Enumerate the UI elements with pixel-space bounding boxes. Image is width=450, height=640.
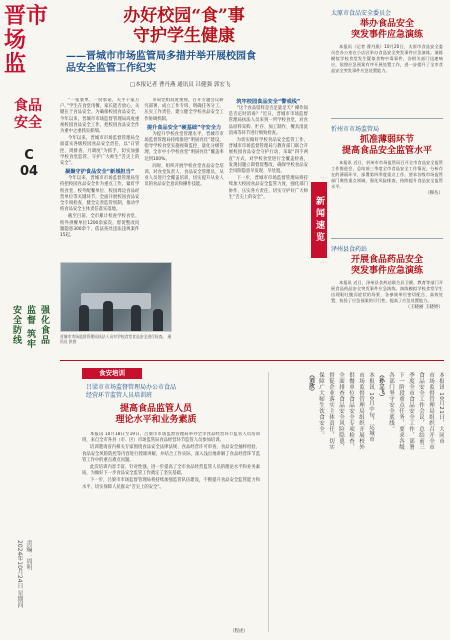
- paragraph: 同时，组织开展学校食堂食品安全培训，对食堂负责人、食品安全管理员、从业人员进行全覆盖培训，切实提升从业人员的食品安全意识和操作技能。: [144, 163, 224, 188]
- left-rail: [0, 0, 58, 640]
- photo-person-shape: [79, 305, 89, 331]
- brief-title: [331, 255, 443, 277]
- paragraph: 为切实做好学校食品安全监管工作，晋城市市场监督管理局与教育部门联合开展校园食品安全守护行动，采取“四不两直”方式，对学校食堂进行全覆盖检查，发现问题立即督促整改，确保学校食品安全风险隐患早发现、早处置。: [228, 138, 308, 175]
- note-author: （刘欣）: [308, 372, 314, 394]
- lead-subhead: [66, 51, 308, 75]
- section-subhead: 筑牢校园食品安全“警戒线”: [236, 99, 301, 105]
- masthead-line: 监: [4, 51, 27, 77]
- paragraph: “这个食品留样是否足量足天？操作间是否定时消毒？”近日，晋城市市场监督管理局执法人员来到一所学校食堂，对食品原料采购、贮存、加工制作、餐具清洗消毒等环节进行细致检查。: [228, 106, 308, 136]
- paragraph: 下一步，晋城市市场监督管理局将持续加大校园食品安全监管力度，强化部门协作，压实各方责任，切实守护好广大师生“舌尖上的安全”。: [228, 176, 308, 200]
- article-column: [229, 98, 308, 323]
- paragraph: 市局党组高度重视，召开专题会议研究部署，成立工作专班，明确任务分工，压实工作责任，建立健全学校食品安全工作协调机制。: [144, 98, 224, 122]
- photo-caption: 晋城市市场监督管理局执法人员对学校食堂食品安全进行检查。 通讯员 供图: [60, 334, 172, 344]
- note-line: 本报讯 10月21日，大同市: [438, 372, 444, 445]
- paragraph: 为提升学校食堂管理水平，晋城市市场监督管理局持续推进“明厨亮灶”建设，指导学校食堂实施视频监控、量化分级管理，全市中小学校食堂“明厨亮灶”覆盖率达到100%。: [144, 131, 224, 162]
- slogan-line: 监督 筑牢: [25, 305, 35, 350]
- training-source-line: 吕梁市市场监督管理局办公市食品: [86, 384, 177, 391]
- lead-headline: [60, 6, 308, 46]
- paragraph: 培训邀请省内相关专家围绕食品安全法律法规、食品经营许可审查、食品安全抽样检验、食品安全风险防控等内容进行授课讲解，并结合工作实际，深入浅出地讲解了食品经营环节监管工作中的重点难点问题。: [82, 445, 260, 463]
- brief-title-line: 突发事件应急演练: [350, 266, 423, 276]
- column-divider: [331, 118, 443, 119]
- byline: □本报记者 曹丹燕 通讯员 吕健强 郭宏飞: [130, 82, 231, 88]
- brief-author: （王晓丽 王晓婷）: [405, 305, 443, 310]
- brief-title-line: 提高食品安全监管水平: [341, 146, 432, 156]
- brief-source: 忻州市市场监管局: [331, 126, 380, 133]
- paragraph: 下一步，吕梁市市场监督管理局将持续加强监管队伍建设，不断提升食品安全监管能力和水平，切实保障人民群众“舌尖上的安全”。: [82, 478, 260, 490]
- page-code: [8, 148, 50, 180]
- brief-title-line: 抓准薄弱环节: [359, 135, 414, 145]
- section-name: [6, 98, 50, 132]
- brief-source: 太原市食品安全委员会: [331, 10, 392, 17]
- training-tag: 食安培训: [82, 368, 142, 379]
- vertical-notes: [272, 372, 444, 634]
- headline-line: 守护学生健康: [133, 26, 235, 46]
- note-line: 各部门坚守安全底线。: [388, 372, 394, 432]
- section-subhead: 提升食品安全“硬基础”守安全力: [146, 124, 222, 131]
- paragraph: “一张菜单、一份承诺，关乎千家万户。”学生在食堂用餐，家长能否放心，关键在于食品安全。为确保校园食品安全，今年以来，晋城市市场监督管理局高度重视校园食品安全工作，把校园食品安全作为重中之重抓实抓细。: [60, 98, 140, 135]
- inspection-photo: [60, 262, 172, 332]
- slogan-block: [10, 305, 50, 405]
- training-source-line: 经营环节监管人员培训班: [86, 392, 153, 399]
- photo-person-shape: [103, 301, 113, 331]
- training-author: （程虎）: [230, 629, 248, 634]
- brief-body: 本报讯 近日，泽州县食药站联合县卫健、教育等部门开展食品药品安全突发事件应急演练。演练模拟学校食堂学生出现呕吐腹泻症状的场景，各参演单位密切配合，高效处置，检验了应急预案的可行性，提高了应急处置能力。: [331, 280, 443, 303]
- photo-person-shape: [153, 309, 163, 331]
- brief-title: [331, 135, 443, 157]
- editor-line: 责编：周明: [25, 540, 32, 570]
- headline-line: 办好校园“食”事: [123, 6, 245, 26]
- note-author: （孙立飞）: [378, 372, 384, 400]
- brief-author: （穆丛）: [425, 191, 443, 196]
- section-rule: [60, 360, 444, 361]
- issue-date-line: 2024年10月24日 星期四: [16, 540, 23, 609]
- note-line: 保障广大师生饮食安全。: [318, 372, 324, 438]
- note-line: 全面排查食品安全风险隐患，: [338, 372, 344, 450]
- lead-article-header: [60, 6, 308, 88]
- section-name-line: 食品: [14, 98, 42, 114]
- brief-title-line: 突发事件应急演练: [350, 30, 423, 40]
- training-title-line: 提高食品监管人员: [119, 404, 192, 414]
- note-line: 市场监督管理局组织开展校外: [358, 372, 364, 450]
- note-line: 本报讯 10月中旬，运城市: [368, 372, 374, 443]
- slogan-line: 安全防线: [11, 305, 21, 345]
- paragraph: 此次培训内容丰富、针对性强，进一步提高了全市食品经营监管人员的理论水平和业务素质，为做好下一步食品安全监管工作奠定了坚实基础。: [82, 465, 260, 477]
- issue-date: [16, 540, 40, 635]
- brief-item: [331, 244, 443, 310]
- slogan-line: 强化食品: [39, 305, 49, 345]
- subhead-line: ——晋城市市场监管局多措并举开展校园食: [66, 51, 256, 62]
- news-express-tag: 新闻速览: [311, 182, 327, 258]
- paragraph: 截至目前，全市累计检查学校食堂、校外供餐单位1200余家次，督促整改问题隐患300余个，依法查处违法违规案件15起。: [60, 214, 140, 239]
- brief-item: [331, 124, 443, 196]
- brief-body: 本报讯（记者 曹丹燕）10月20日，太原市食品安全委员会办公室在小店区举办食品安全突发事件应急演练。演练模拟学校食堂发生疑似食物中毒事件，各相关部门迅速响应，依照应急预案有序开展处置工作，进一步提升了全市食品安全突发事件应急处置能力。: [331, 44, 443, 73]
- brief-title: [331, 19, 443, 41]
- page-code-letter: C: [24, 148, 34, 163]
- brief-title-line: 开展食品药品安全: [350, 255, 423, 265]
- column-divider: [331, 238, 443, 239]
- brief-item: [331, 8, 443, 74]
- paragraph: 今年以来，晋城市市场监督管理局坚持把校园食品安全作为重点工作，紧盯学校食堂、校外配餐单位、校园周边食品经营单位等关键环节，全面开展校园食品安全专项检查，健全完善监管机制，推动学校食品安全主体责任落实落地。: [60, 176, 140, 213]
- note-line: 市场监督管理局组织召开全市: [428, 372, 434, 450]
- paragraph: 本报讯 10月18日至19日，吕梁市市场监督管理局举办全市食品经营环节监管人员培训班，来自全市各县（市、区）市场监管局食品经营环节监管人员参加培训。: [82, 432, 260, 444]
- training-source: [86, 384, 216, 400]
- brief-body: 本报讯 近日，忻州市市场监管局召开全市食品安全监管工作推进会，总结前三季度全市食品安全工作情况，分析存在的薄弱环节，部署第四季度重点工作，要求各级市场监管部门聚焦重点领域，强化风险排查，持续提升食品安全监管水平。: [331, 160, 443, 189]
- masthead-logo: [4, 3, 58, 77]
- section-name-line: 安全: [14, 115, 42, 131]
- note-line: 下一阶段重点任务，要求各级: [398, 372, 404, 450]
- note-line: 督促企业落实主体责任，切实: [328, 372, 334, 450]
- brief-source: 泽州县食药站: [331, 246, 368, 253]
- section-subhead: 凝聚守护食品安全“新城担当”: [65, 169, 135, 176]
- note-line: 供餐单位食品安全专项检查，: [348, 372, 354, 450]
- page-code-number: 04: [19, 164, 39, 179]
- masthead-line: 晋市: [4, 3, 49, 29]
- photo-person-shape: [131, 305, 141, 331]
- brief-title-line: 举办食品安全: [359, 19, 414, 29]
- training-title-line: 理论水平和业务素质: [115, 415, 197, 425]
- note-line: 季度全市食品安全工作，部署: [408, 372, 414, 450]
- masthead-line: 场: [4, 27, 27, 53]
- note-line: 食品安全工作会议，总结前三: [418, 372, 424, 450]
- subhead-line: 品安全监管工作纪实: [66, 63, 156, 74]
- paragraph: 今年以来，晋城市市场监督管理局全面落实各级校园食品安全责任，以“日管控、周排查、月调度”为抓手，切实加强学校食堂监管，守护广大师生“舌尖上的安全”。: [60, 136, 140, 167]
- column-divider: [268, 372, 269, 632]
- training-title: [86, 404, 226, 426]
- training-body: [82, 432, 260, 632]
